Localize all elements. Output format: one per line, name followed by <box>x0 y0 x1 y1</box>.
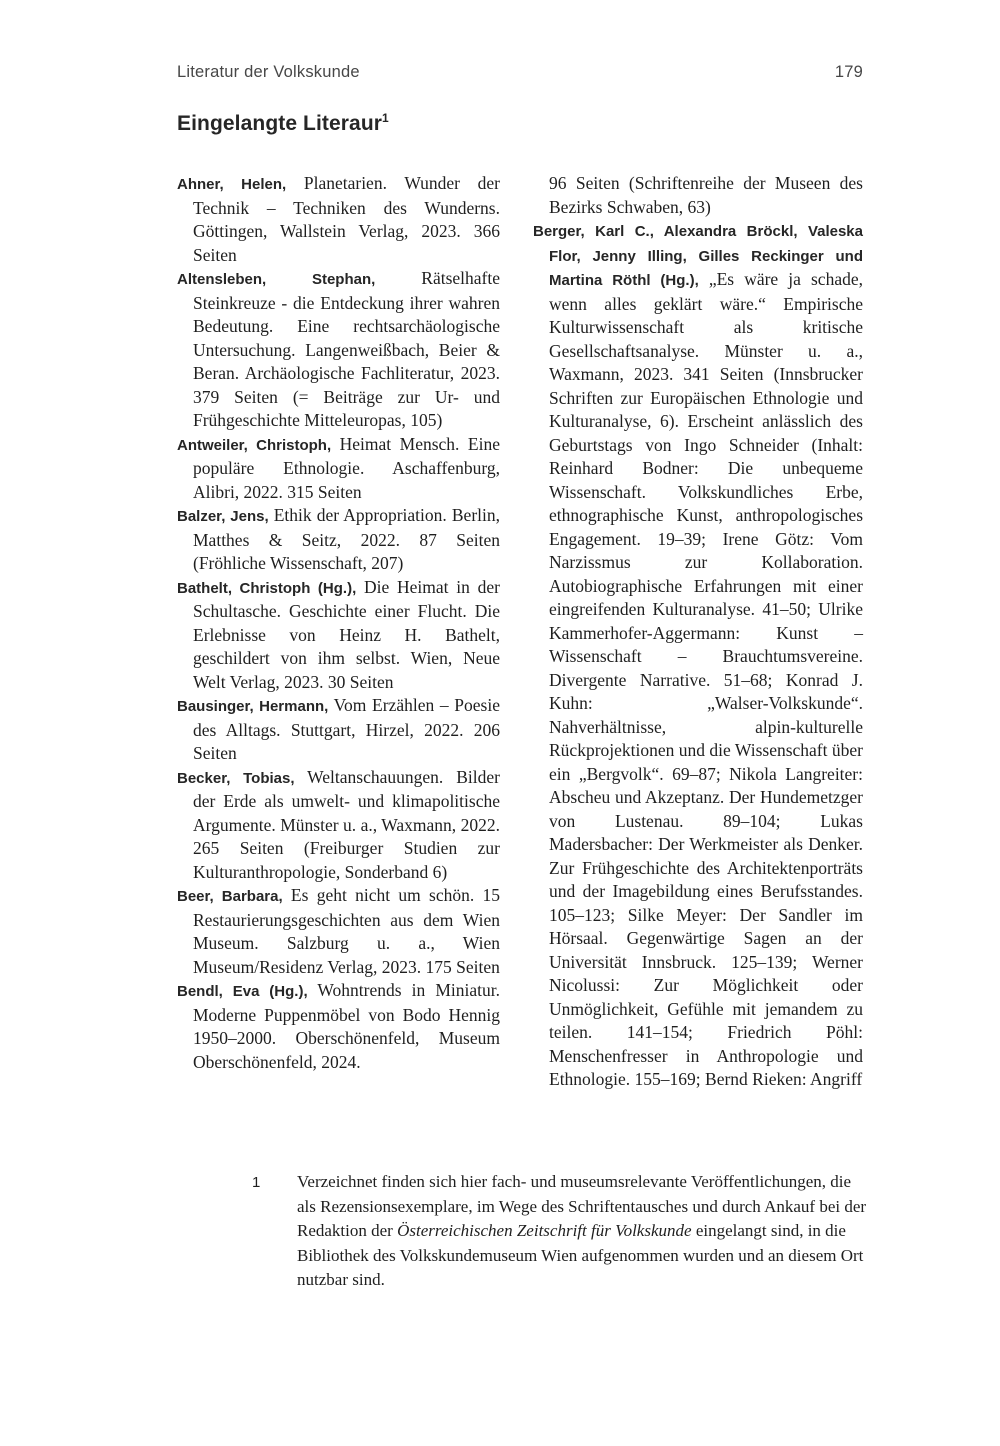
bibliography-entry <box>177 884 500 979</box>
bibliography-column-right <box>533 172 863 1092</box>
footnote-reference: 1 <box>382 111 389 125</box>
entry-text: Wohntrends in Miniatur. Moderne Puppenmöbel von Bodo Hennig 1950–2000. Oberschönenfeld, Museum Oberschönenfeld, 2024. <box>193 980 500 1072</box>
entry-author: Bausinger, Hermann, <box>177 698 329 715</box>
footnote-text <box>297 1170 870 1293</box>
footnote-marker: 1 <box>252 1174 261 1191</box>
bibliography-entry <box>177 766 500 885</box>
entry-text: Es geht nicht um schön. 15 Restaurierungsgeschichten aus dem Wien Museum. Salzburg u. a., Wien Museum/Residenz Verlag, 2023. 175 Seiten <box>193 885 501 977</box>
footnote-text-after: eingelangt sind, in die Bibliothek des Volkskundemuseum Wien aufgenommen wurden und an diesem Ort nutzbar sind. <box>297 1221 864 1289</box>
bibliography-entry <box>177 172 500 267</box>
bibliography-entry <box>533 219 863 1092</box>
entry-text: Vom Erzählen – Poesie des Alltags. Stuttgart, Hirzel, 2022. 206 Seiten <box>193 695 500 763</box>
entry-text: Rätselhafte Steinkreuze - die Entdeckung ihrer wahren Bedeutung. Eine rechtsarchäologische Untersuchung. Langenweißbach, Beier & Beran. Archäologische Fachliteratur, 2023. 379 Seiten (= Beiträge zur Ur- und Frühgeschichte Mitteleuropas, 105) <box>193 268 500 430</box>
bibliography-entry <box>177 694 500 766</box>
bibliography-entry <box>177 504 500 576</box>
entry-text: Ethik der Appropriation. Berlin, Matthes & Seitz, 2022. 87 Seiten (Fröhliche Wissenschaft, 207) <box>193 505 500 573</box>
running-header-title: Literatur der Volkskunde <box>177 63 360 81</box>
entry-author: Bathelt, Christoph (Hg.), <box>177 579 357 597</box>
footnote-text-before: Verzeichnet finden sich hier fach- und museumsrelevante Veröffentlichungen, die als Rezensionsexemplare, im Wege des Schriftentausches und durch Ankauf bei der Redaktion der <box>297 1172 867 1240</box>
page-title-text: Eingelangte Literaur <box>177 112 383 135</box>
bibliography-column-left <box>177 172 500 1074</box>
entry-author: Berger, Karl C., Alexandra Bröckl, Valeska Flor, Jenny Illing, Gilles Reckinger und Martina Röthl (Hg.), <box>533 223 863 289</box>
running-header <box>177 63 863 82</box>
page-title <box>177 112 389 136</box>
footnote-journal-title: Österreichischen Zeitschrift für Volkskunde <box>397 1221 692 1240</box>
bibliography-entry <box>177 979 500 1074</box>
entry-author: Ahner, Helen, <box>177 176 287 193</box>
entry-author: Beer, Barbara, <box>177 888 283 905</box>
page-number: 179 <box>834 63 863 81</box>
entry-author: Balzer, Jens, <box>177 508 269 525</box>
entry-text: Planetarien. Wunder der Technik – Techniken des Wunderns. Göttingen, Wallstein Verlag, 2023. 366 Seiten <box>193 173 501 265</box>
bibliography-entry <box>177 267 500 433</box>
bibliography-entry-continuation <box>533 172 863 219</box>
entry-text: „Es wäre ja schade, wenn alles geklärt wäre.“ Empirische Kulturwissenschaft als kritische Gesellschaftsanalyse. Münster u. a., Waxmann, 2023. 341 Seiten (Innsbrucker Schriften zur Europäischen Ethnologie und Kulturanalyse, 6). Erscheint anlässlich des Geburtstags von Ingo Schneider (Inhalt: Reinhard Bodner: Die unbequeme Wissenschaft. Volkskundliches Erbe, ethnographische Kunst, anthropologisches Engagement. 19–39; Irene Götz: Vom Narzissmus zur Kollaboration. Autobiographische Erfahrungen mit einer eingreifenden Kulturanalyse. 41–50; Ulrike Kammerhofer-Aggermann: Kunst – Wissenschaft – Brauchtumsvereine. Divergente Narrative. 51–68; Konrad J. Kuhn: „Walser-Volkskunde“. Nahverhältnisse, alpin-kulturelle Rückprojektionen und die Wissenschaft über ein „Bergvolk“. 69–87; Nikola Langreiter: Abscheu und Akzeptanz. Der Hundemetzger von Lustenau. 89–104; Lukas Madersbacher: Der Werkmeister als Denker. Zur Frühgeschichte des Architektenporträts und der Imagebildung eines Berufsstandes. 105–123; Silke Meyer: Der Sandler im Hörsaal. Gegenwärtige Sagen an der Universität Innsbruck. 125–139; Werner Nicolussi: Zur Möglichkeit oder Unmöglichkeit, Gefühle mit jemandem zu teilen. 141–154; Friedrich Pöhl: Menschenfresser in Anthropologie und Ethnologie. 155–169; Bernd Rieken: Angriff <box>549 269 863 1089</box>
entry-author: Altensleben, Stephan, <box>177 271 376 288</box>
entry-author: Becker, Tobias, <box>177 769 295 787</box>
entry-author: Antweiler, Christoph, <box>177 436 332 454</box>
entry-text: 96 Seiten (Schriftenreihe der Museen des Bezirks Schwaben, 63) <box>549 173 863 217</box>
entry-author: Bendl, Eva (Hg.), <box>177 983 308 1000</box>
entry-text: Heimat Mensch. Eine populäre Ethnologie. Aschaffenburg, Alibri, 2022. 315 Seiten <box>193 433 500 502</box>
footnote <box>252 1170 870 1293</box>
bibliography-entry <box>177 576 500 695</box>
bibliography-entry <box>177 433 500 505</box>
entry-text: Die Heimat in der Schultasche. Geschichte einer Flucht. Die Erlebnisse von Heinz H. Bathelt, geschildert von ihm selbst. Wien, Neue Welt Verlag, 2023. 30 Seiten <box>193 576 500 692</box>
entry-text: Weltanschauungen. Bilder der Erde als umwelt- und klimapolitische Argumente. Münster u. a., Waxmann, 2022. 265 Seiten (Freiburger Studien zur Kulturanthropologie, Sonderband 6) <box>193 766 500 882</box>
